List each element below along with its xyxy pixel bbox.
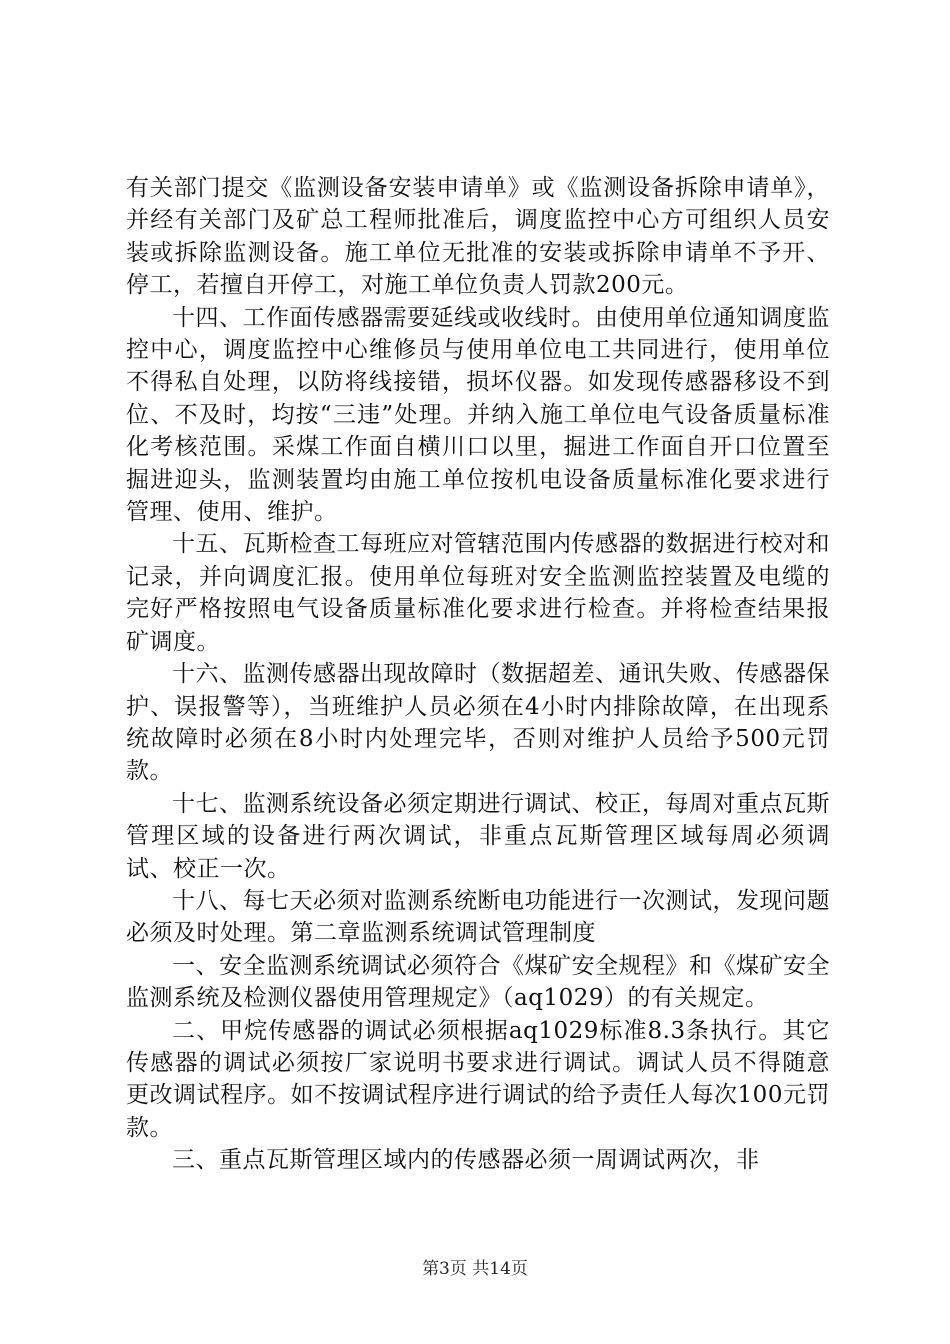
paragraph-chapter2-item-2: 二、甲烷传感器的调试必须根据aq1029标准8.3条执行。其它传感器的调试必须按厂家说明书要求进行调试。调试人员不得随意更改调试程序。如不按调试程序进行调试的给予责任人每次100元罚款。 xyxy=(126,1017,830,1141)
paragraph-chapter2-item-3: 三、重点瓦斯管理区域内的传感器必须一周调试两次，非 xyxy=(172,1147,760,1174)
paragraph-item-14: 十四、工作面传感器需要延线或收线时。由使用单位通知调度监控中心，调度监控中心维修员与使用单位电工共同进行，使用单位不得私自处理，以防将线接错，损坏仪器。如发现传感器移设不到位、不及时，均按“三违”处理。并纳入施工单位电气设备质量标准化考核范围。采煤工作面自横川口以里，掘进工作面自开口位置至掘进迎头，监测装置均由施工单位按机电设备质量标准化要求进行管理、使用、维护。 xyxy=(126,304,830,526)
paragraph-item-17: 十七、监测系统设备必须定期进行调试、校正，每周对重点瓦斯管理区域的设备进行两次调试，非重点瓦斯管理区域每周必须调试、校正一次。 xyxy=(126,790,830,882)
paragraph-item-15: 十五、瓦斯检查工每班应对管辖范围内传感器的数据进行校对和记录，并向调度汇报。使用单位每班对安全监测监控装置及电缆的完好严格按照电气设备质量标准化要求进行检查。并将检查结果报矿调度。 xyxy=(126,531,830,655)
page-number-footer: 第3页 共14页 xyxy=(422,1259,528,1279)
paragraph-chapter2-item-1: 一、安全监测系统调试必须符合《煤矿安全规程》和《煤矿安全监测系统及检测仪器使用管理规定》（aq1029）的有关规定。 xyxy=(126,952,830,1012)
document-body xyxy=(126,172,830,1177)
paragraph-intro: 有关部门提交《监测设备安装申请单》或《监测设备拆除申请单》，并经有关部门及矿总工程师批准后，调度监控中心方可组织人员安装或拆除监测设备。施工单位无批准的安装或拆除申请单不予开、停工，若擅自开停工，对施工单位负责人罚款200元。 xyxy=(126,175,830,299)
paragraph-item-16: 十六、监测传感器出现故障时（数据超差、通讯失败、传感器保护、误报警等），当班维护人员必须在4小时内排除故障，在出现系统故障时必须在8小时内处理完毕，否则对维护人员给予500元罚款。 xyxy=(126,661,830,785)
paragraph-item-18: 十八、每七天必须对监测系统断电功能进行一次测试，发现问题必须及时处理。第二章监测系统调试管理制度 xyxy=(126,887,830,947)
